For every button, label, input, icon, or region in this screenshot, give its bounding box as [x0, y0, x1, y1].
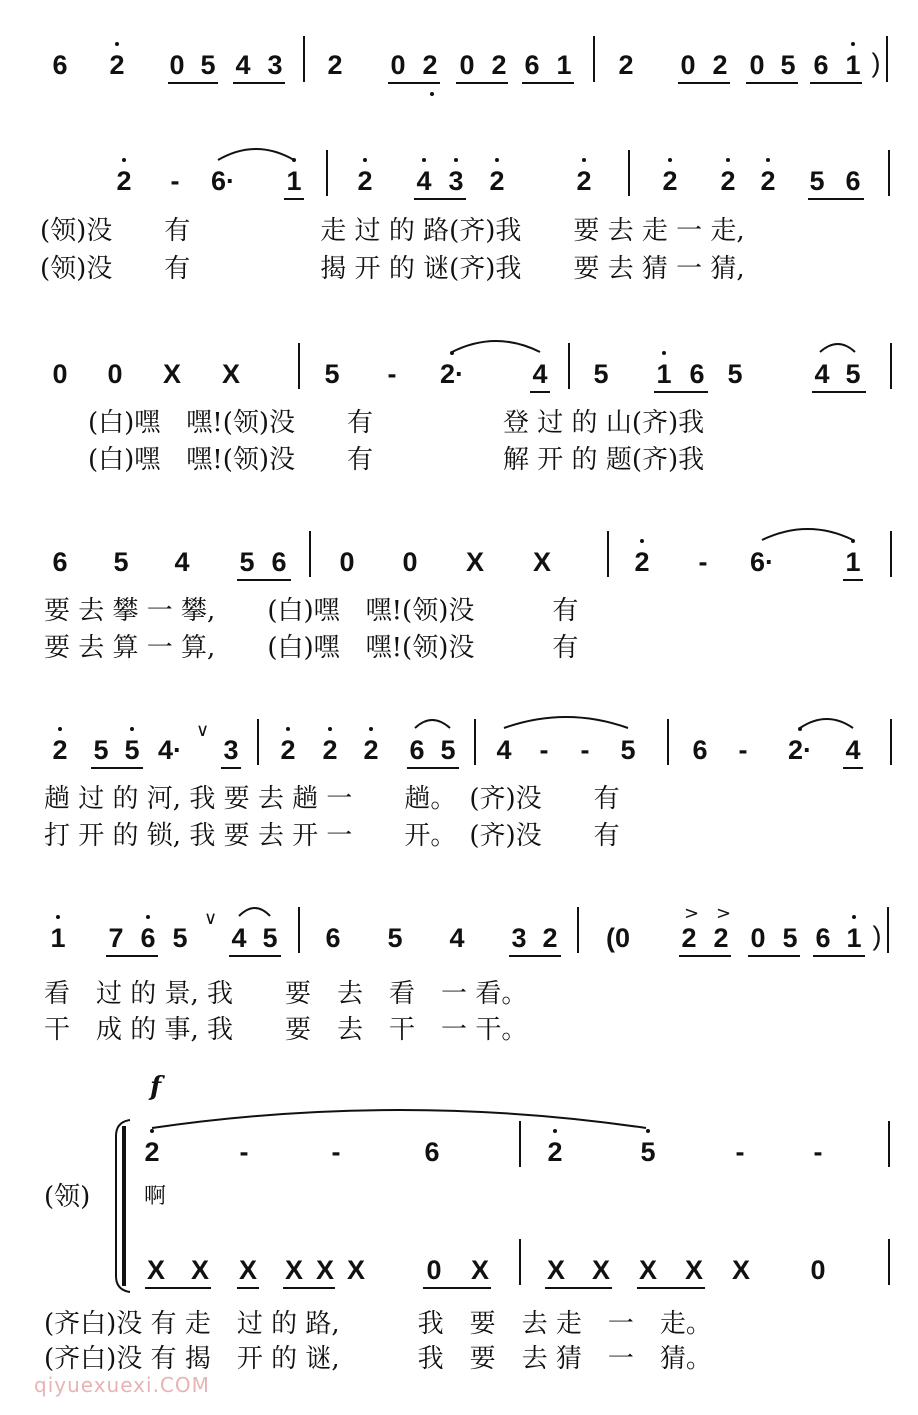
note: 0 [459, 50, 475, 80]
note: 4 [231, 923, 247, 953]
note: 0 [390, 50, 406, 80]
note: 6 [52, 547, 68, 577]
note: 2· [787, 735, 813, 765]
note: 2 [547, 1137, 563, 1167]
note: 4 [235, 50, 251, 80]
note: 4· [157, 735, 183, 765]
note: 5 [782, 923, 798, 953]
breath-mark: ∨ [196, 720, 210, 741]
note: X [465, 547, 485, 577]
note: 3 [511, 923, 527, 953]
note: 2 [634, 547, 650, 577]
note: 5 [780, 50, 796, 80]
note: - [239, 1137, 249, 1167]
note: 5 [387, 923, 403, 953]
breath-mark: ∨ [204, 908, 218, 929]
tie [504, 717, 628, 728]
note: - [698, 547, 708, 577]
note: 1 [656, 359, 672, 389]
note: 4 [532, 359, 548, 389]
tie [762, 529, 853, 540]
lyric-line: 啊 [144, 1184, 167, 1209]
note: 2 [760, 166, 776, 196]
note: 2 [363, 735, 379, 765]
note: 5 [727, 359, 743, 389]
note: 5 [113, 547, 129, 577]
note: 5 [262, 923, 278, 953]
note: 5 [93, 735, 109, 765]
note: 5 [124, 735, 140, 765]
note: 2 [109, 50, 125, 80]
note: 6 [689, 359, 705, 389]
note: X [162, 359, 182, 389]
note: 5 [640, 1137, 656, 1167]
note: 2 [489, 166, 505, 196]
note: 5 [324, 359, 340, 389]
note: - [580, 735, 590, 765]
note: 6 [271, 547, 287, 577]
note: 7 [108, 923, 124, 953]
note: X [546, 1255, 566, 1285]
dynamic-forte: f [150, 1072, 162, 1102]
note: 2 [52, 735, 68, 765]
note: - [735, 1137, 745, 1167]
note: 0 [52, 359, 68, 389]
note: 0 [749, 50, 765, 80]
note: 2 [327, 50, 343, 80]
note: X [221, 359, 241, 389]
note: 6 [692, 735, 708, 765]
lyric-line: (领)没 有 揭 开 的 谜(齐)我 要 去 猜 一 猜, [40, 254, 745, 284]
note: (0 [605, 923, 631, 953]
note: 0 [680, 50, 696, 80]
note: 0 [339, 547, 355, 577]
note: 3 [267, 50, 283, 80]
note: 4 [814, 359, 830, 389]
note: 5 [172, 923, 188, 953]
note: 2 [357, 166, 373, 196]
note: 1 [845, 547, 861, 577]
note: 2 [322, 735, 338, 765]
note: 5 [200, 50, 216, 80]
note: 6 [524, 50, 540, 80]
note: 6 [325, 923, 341, 953]
note: 2 [116, 166, 132, 196]
paren: ) [872, 921, 882, 951]
note: 2· [439, 359, 465, 389]
note: 5 [593, 359, 609, 389]
note: 6 [815, 923, 831, 953]
note: 6 [845, 166, 861, 196]
lyric-line: (领)没 有 走 过 的 路(齐)我 要 去 走 一 走, [40, 216, 745, 246]
note: 2 [422, 50, 438, 80]
note: 5 [440, 735, 456, 765]
note: 2 [542, 923, 558, 953]
note: 5 [239, 547, 255, 577]
note: 0 [426, 1255, 442, 1285]
note: 4 [845, 735, 861, 765]
lyric-line: 要 去 算 一 算, (白)嘿 嘿!(领)没 有 [44, 633, 579, 663]
note: 1 [50, 923, 66, 953]
note: 6· [210, 166, 236, 196]
note: 6 [424, 1137, 440, 1167]
note: X [190, 1255, 210, 1285]
note: 6 [140, 923, 156, 953]
lyric-line: (齐白)没 有 走 过 的 路, 我 要 去 走 一 走。 [44, 1309, 712, 1339]
tie [415, 720, 450, 728]
note: 2 [491, 50, 507, 80]
note: 6 [409, 735, 425, 765]
note: X [532, 547, 552, 577]
note: 6 [52, 50, 68, 80]
note: 4 [174, 547, 190, 577]
note: 5 [620, 735, 636, 765]
note: - [331, 1137, 341, 1167]
note: 2 [576, 166, 592, 196]
note: 1 [845, 50, 861, 80]
note: X [731, 1255, 751, 1285]
note: 0 [810, 1255, 826, 1285]
accent-mark: > [716, 903, 732, 924]
note: 2 [713, 923, 729, 953]
note: 0 [169, 50, 185, 80]
note: 1 [286, 166, 302, 196]
note: 4 [449, 923, 465, 953]
accent-mark: > [684, 903, 700, 924]
note: X [684, 1255, 704, 1285]
lyric-line: 干 成 的 事, 我 要 去 干 一 干。 [44, 1015, 528, 1045]
note: - [387, 359, 397, 389]
note: X [591, 1255, 611, 1285]
note: 2 [662, 166, 678, 196]
lyric-line: 要 去 攀 一 攀, (白)嘿 嘿!(领)没 有 [44, 596, 579, 626]
note: 6· [749, 547, 775, 577]
tie [452, 341, 540, 352]
note: - [813, 1137, 823, 1167]
note: X [346, 1255, 366, 1285]
note: X [638, 1255, 658, 1285]
note: 4 [496, 735, 512, 765]
lyric-line: 趟 过 的 河, 我 要 去 趟 一 趟。 (齐)没 有 [44, 784, 620, 814]
note: - [170, 166, 180, 196]
tie [800, 719, 853, 728]
note: X [146, 1255, 166, 1285]
tie [152, 1110, 646, 1128]
lyric-line: (齐白)没 有 揭 开 的 谜, 我 要 去 猜 一 猜。 [44, 1344, 712, 1374]
note: 6 [813, 50, 829, 80]
paren: ) [871, 48, 881, 78]
lyric-line: 打 开 的 锁, 我 要 去 开 一 开。 (齐)没 有 [44, 821, 620, 851]
note: 0 [750, 923, 766, 953]
note: 2 [280, 735, 296, 765]
lyric-line: (白)嘿 嘿!(领)没 有 登 过 的 山(齐)我 [88, 408, 705, 438]
note: 1 [846, 923, 862, 953]
note: 0 [402, 547, 418, 577]
note: 2 [712, 50, 728, 80]
note: 4 [416, 166, 432, 196]
note: 2 [144, 1137, 160, 1167]
note: 2 [618, 50, 634, 80]
note: 1 [556, 50, 572, 80]
note: 3 [448, 166, 464, 196]
watermark-logo: qiyuexuexi.COM [34, 1373, 210, 1397]
note: X [315, 1255, 335, 1285]
note: 0 [107, 359, 123, 389]
note: 5 [809, 166, 825, 196]
note: - [738, 735, 748, 765]
lyric-line: (白)嘿 嘿!(领)没 有 解 开 的 题(齐)我 [88, 445, 705, 475]
note: 5 [845, 359, 861, 389]
tie [820, 344, 855, 352]
note: X [470, 1255, 490, 1285]
note: X [238, 1255, 258, 1285]
tie [218, 149, 294, 160]
part-label: (领) [44, 1182, 91, 1212]
note: 2 [720, 166, 736, 196]
lyric-line: 看 过 的 景, 我 要 去 看 一 看。 [44, 979, 528, 1009]
note: X [284, 1255, 304, 1285]
note: - [539, 735, 549, 765]
note: 2 [681, 923, 697, 953]
tie [239, 908, 270, 916]
note: 3 [223, 735, 239, 765]
